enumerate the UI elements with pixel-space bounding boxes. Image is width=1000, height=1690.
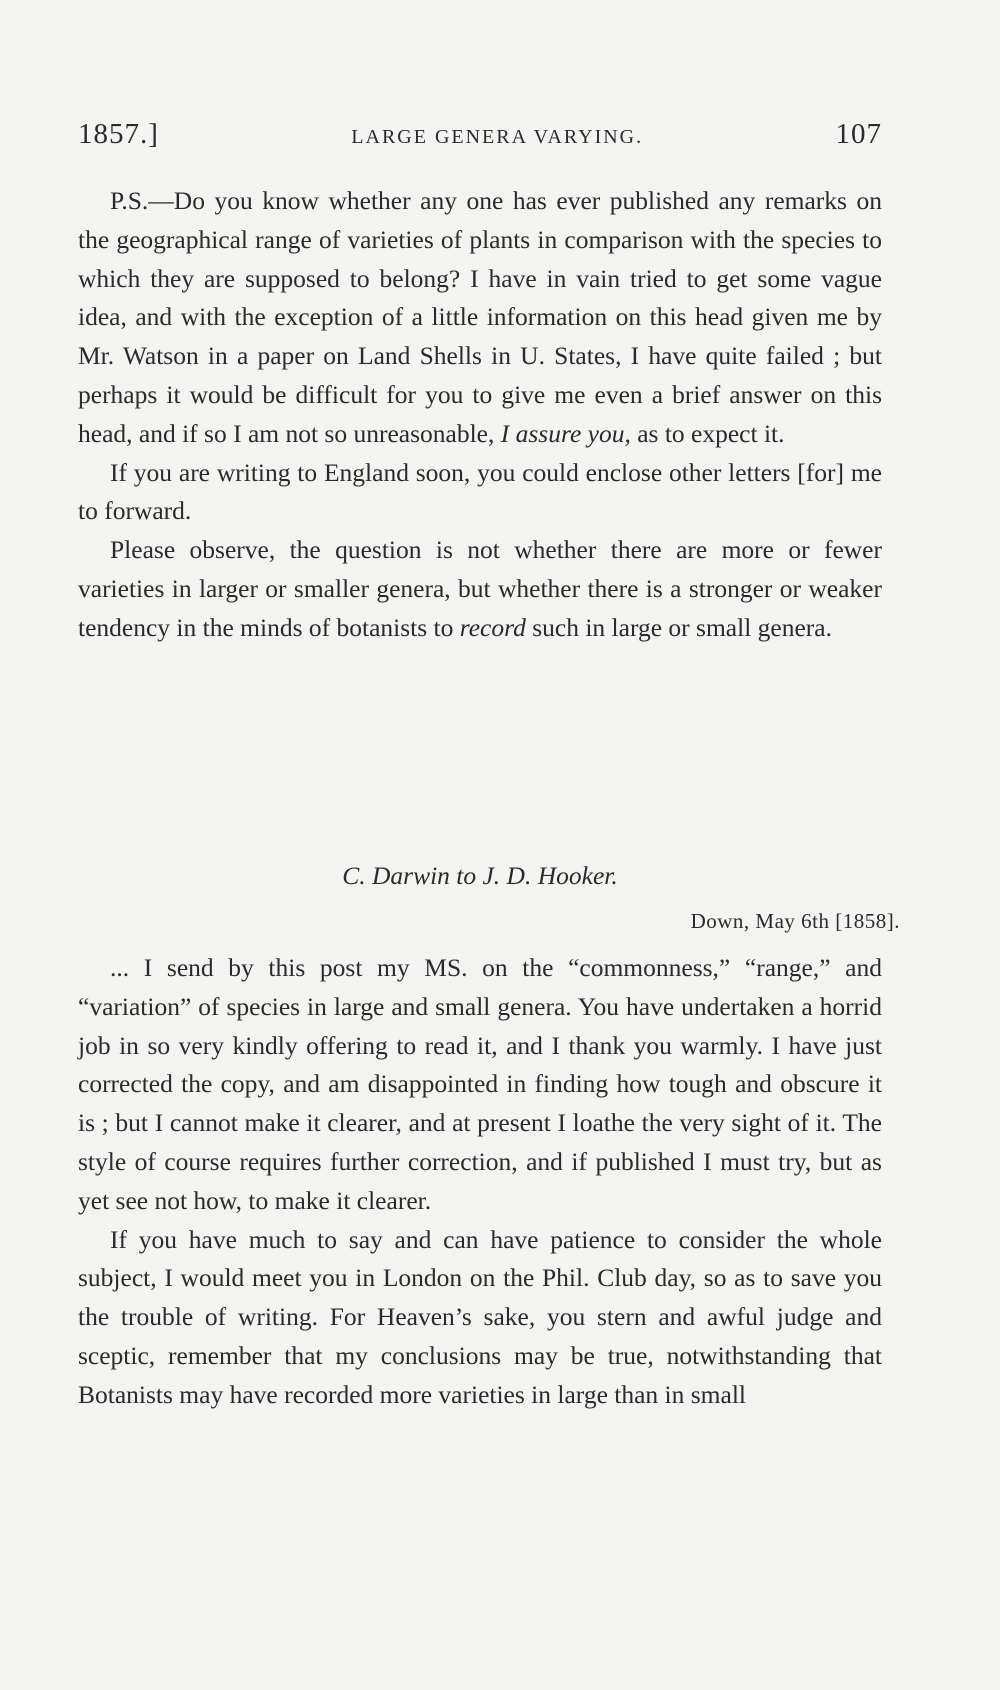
postscript-paragraph-2: If you are writing to England soon, you could enclose other letters [for] me to forward. — [78, 457, 882, 526]
page-number: 107 — [835, 118, 882, 150]
letter-dateline: Down, May 6th [1858]. — [690, 909, 900, 933]
letter-paragraph-1: ... I send by this post my MS. on the “commonness,” “range,” and “variation” of species in large and small genera. You have undertaken a horrid job in so very kindly offering to read it, and I thank you warmly. I have just corrected the copy, and am disappointed in finding how tough and obscure it is ; but I cannot make it clearer, and at present I loathe the very sight of it. The style of course requires further correction, and if published I must try, but as yet see not how, to make it clearer. — [78, 953, 882, 1215]
postscript-text: P.S.—Do you know whether any one has ever published any remarks on the geographical range of varieties of plants in comparison with the species to which they are supposed to belong? I have in vain tried to get some vague idea, and with the exception of a little information on this head given me by Mr. Watson in a paper on Land Shells in U. States, I have quite failed ; but perhaps it would be difficult for you to give me even a brief answer on this head, and if so I am not so unreasonable, — [78, 186, 882, 448]
postscript-text: such in large or small genera. — [532, 612, 832, 642]
letter-paragraph-2: If you have much to say and can have patience to consider the whole subject, I would meet you in London on the Phil. Club day, so as to save you the trouble of writing. For Heaven’s sake, you stern and awful judge and sceptic, remember that my conclusions may be true, notwithstanding that Botanists may have recorded more varieties in large than in small — [78, 1224, 882, 1409]
letter-heading: C. Darwin to J. D. Hooker. — [342, 861, 618, 890]
running-title: LARGE GENERA VARYING. — [351, 126, 644, 148]
emphasis-text: record — [459, 612, 526, 642]
postscript-text: Please observe, the question is not whether there are more or fewer varieties in larger or smaller genera, but whether there is a stronger or weaker tendency in the minds of botanists to — [78, 535, 882, 642]
running-header — [78, 118, 882, 158]
header-year: 1857.] — [78, 118, 159, 150]
postscript-section — [78, 182, 882, 648]
letter-body — [78, 949, 882, 1415]
postscript-text: as to expect it. — [637, 418, 785, 448]
postscript-paragraph-1 — [78, 182, 882, 454]
emphasis-text: I assure you, — [500, 418, 631, 448]
postscript-paragraph-3 — [78, 531, 882, 647]
